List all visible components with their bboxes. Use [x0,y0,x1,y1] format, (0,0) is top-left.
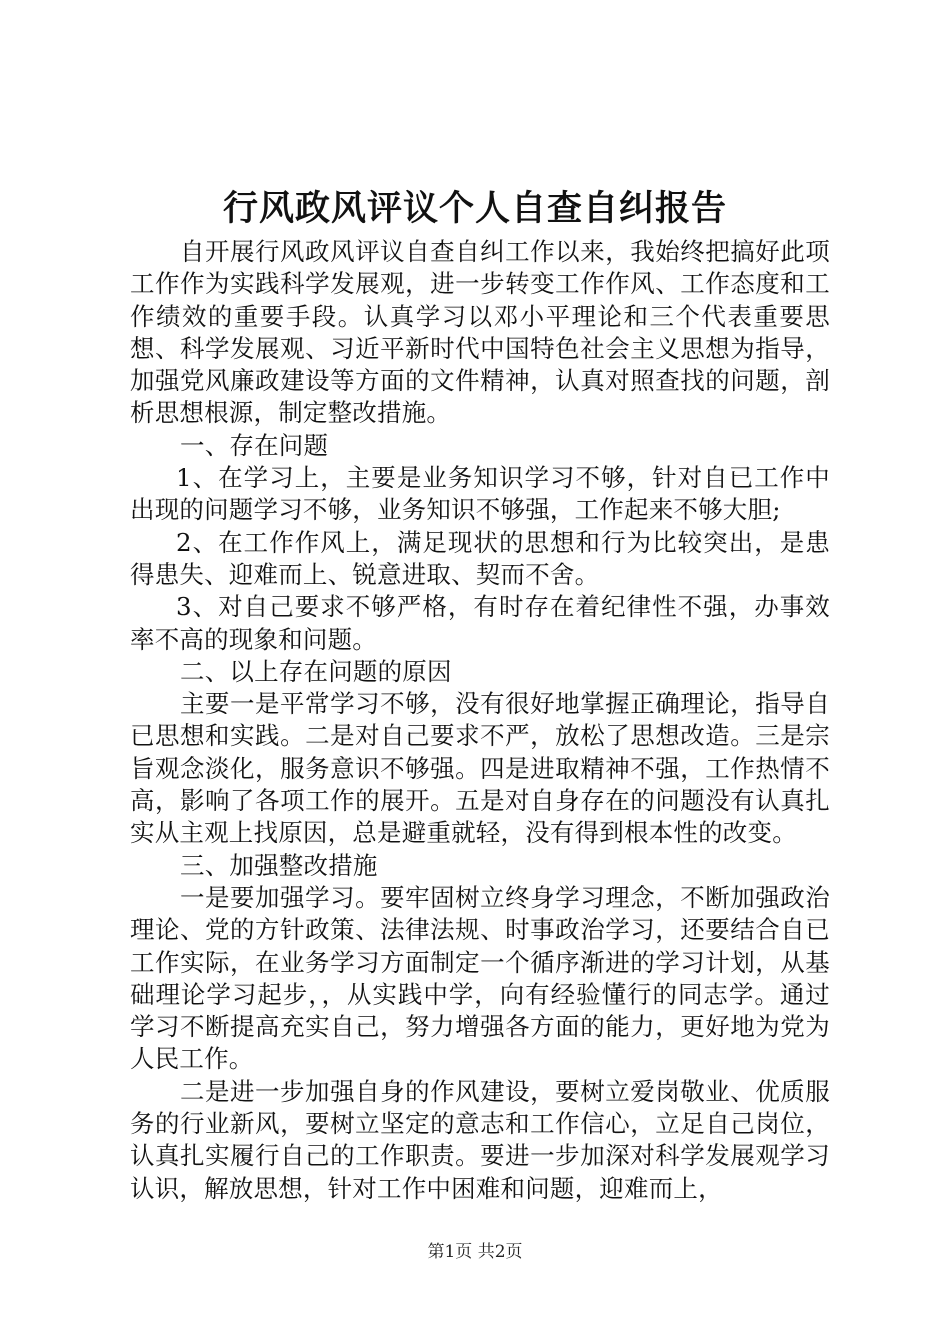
measure-paragraph-1: 一是要加强学习。要牢固树立终身学习理念，不断加强政治理论、党的方针政策、法律法规、时事政治学习，还要结合自已工作实际，在业务学习方面制定一个循序渐进的学习计划，从基础理论学习起步，，从实践中学，向有经验懂行的同志学。通过学习不断提高充实自己，努力增强各方面的能力，更好地为党为人民工作。 [130,882,830,1074]
problem-item-3: 3、对自己要求不够严格，有时存在着纪律性不强，办事效率不高的现象和问题。 [130,592,830,654]
section-heading-measures: 三、加强整改措施 [180,850,378,880]
intro-paragraph: 自开展行风政风评议自查自纠工作以来，我始终把搞好此项工作作为实践科学发展观，进一步转变工作作风、工作态度和工作绩效的重要手段。认真学习以邓小平理论和三个代表重要思想、科学发展观、习近平新时代中国特色社会主义思想为指导，加强党风廉政建设等方面的文件精神，认真对照查找的问题，剖析思想根源，制定整改措施。 [130,237,830,428]
document-title: 行风政风评议个人自查自纠报告 [222,188,727,229]
measure-paragraph-2: 二是进一步加强自身的作风建设，要树立爱岗敬业、优质服务的行业新风，要树立坚定的意志和工作信心，立足自己岗位，认真扎实履行自己的工作职责。要进一步加深对科学发展观学习认识，解放思想，针对工作中困难和问题，迎难而上， [130,1076,830,1203]
document-body [130,236,830,1205]
problem-item-1: 1、在学习上，主要是业务知识学习不够，针对自已工作中出现的问题学习不够，业务知识不够强，工作起来不够大胆; [130,463,830,525]
problem-item-2: 2、在工作作风上，满足现状的思想和行为比较突出，是患得患失、迎难而上、锐意进取、契而不舍。 [130,527,830,589]
section-heading-causes: 二、以上存在问题的原因 [180,656,452,686]
causes-paragraph: 主要一是平常学习不够，没有很好地掌握正确理论，指导自已思想和实践。二是对自己要求不严，放松了思想改造。三是宗旨观念淡化，服务意识不够强。四是进取精神不强，工作热情不高，影响了各项工作的展开。五是对自身存在的问题没有认真扎实从主观上找原因，总是避重就轻，没有得到根本性的改变。 [130,689,830,848]
section-heading-problems: 一、存在问题 [180,430,329,460]
page-footer: 第1页 共2页 [427,1242,523,1262]
